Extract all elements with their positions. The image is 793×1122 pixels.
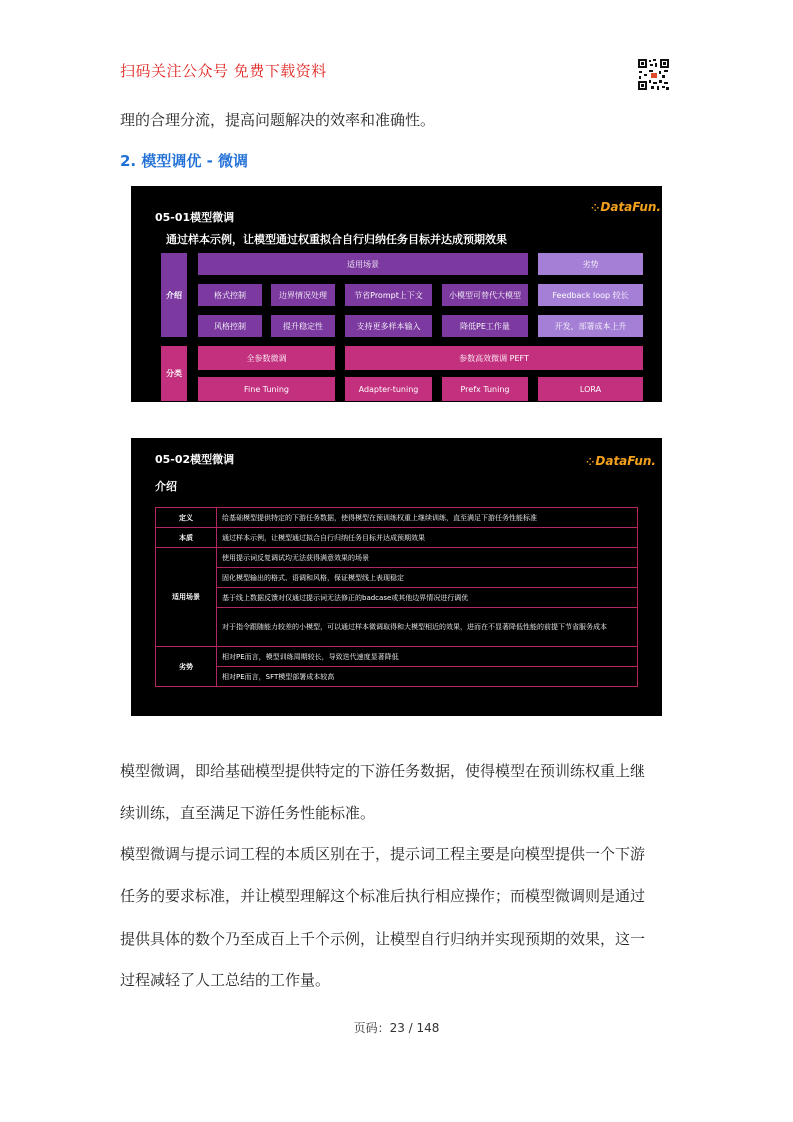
table-row bbox=[156, 667, 638, 687]
method-box: LORA bbox=[538, 377, 643, 401]
paragraph-line: 模型微调，即给基础模型提供特定的下游任务数据，使得模型在预训练权重上继 bbox=[120, 762, 646, 780]
row-label: 本质 bbox=[156, 528, 217, 548]
method-box: Prefx Tuning bbox=[442, 377, 528, 401]
slide2-title: 05-02模型微调 bbox=[155, 453, 235, 466]
paragraph-line: 模型微调与提示词工程的本质区别在于，提示词工程主要是向模型提供一个下游 bbox=[120, 845, 646, 863]
usage-item: 提升稳定性 bbox=[271, 315, 335, 337]
slide1-title: 05-01模型微调 bbox=[155, 211, 235, 224]
row-text: 基于线上数据反馈对仅通过提示词无法修正的badcase或其他边界情况进行调优 bbox=[217, 588, 638, 608]
table-row bbox=[156, 508, 638, 528]
table-row bbox=[156, 548, 638, 568]
usage-item: 格式控制 bbox=[198, 284, 262, 306]
logo-text: DataFun. bbox=[595, 454, 656, 468]
usage-item: 小模型可替代大模型 bbox=[442, 284, 528, 306]
row-label: 适用场景 bbox=[156, 548, 217, 647]
row-text: 固化模型输出的格式、语调和风格，保证模型线上表现稳定 bbox=[217, 568, 638, 588]
row-text: 相对PE而言，SFT模型部署成本较高 bbox=[217, 667, 638, 687]
method-box: Fine Tuning bbox=[198, 377, 335, 401]
datafun-logo bbox=[591, 200, 661, 214]
full-param-box: 全参数微调 bbox=[198, 346, 335, 370]
table-row bbox=[156, 608, 638, 647]
intro-line: 理的合理分流，提高问题解决的效率和准确性。 bbox=[120, 111, 436, 129]
usage-item: 风格控制 bbox=[198, 315, 262, 337]
paragraph-line: 任务的要求标准，并让模型理解这个标准后执行相应操作；而模型微调则是通过 bbox=[120, 887, 646, 905]
logo-dots-icon: ⁘ bbox=[591, 203, 600, 214]
paragraph-line: 提供具体的数个乃至成百上千个示例，让模型自行归纳并实现预期的效果，这一 bbox=[120, 930, 646, 948]
slide-fine-tuning-overview bbox=[131, 186, 662, 402]
logo-text: DataFun. bbox=[600, 200, 661, 214]
logo-dots-icon: ⁘ bbox=[586, 457, 595, 468]
method-box: Adapter-tuning bbox=[345, 377, 432, 401]
table-row bbox=[156, 528, 638, 548]
usage-item: 边界情况处理 bbox=[271, 284, 335, 306]
table-row bbox=[156, 588, 638, 608]
disadv-item: Feedback loop 较长 bbox=[538, 284, 643, 306]
row-text: 使用提示词反复调试均无法获得满意效果的场景 bbox=[217, 548, 638, 568]
paragraph-line: 续训练，直至满足下游任务性能标准。 bbox=[120, 804, 376, 822]
slide-fine-tuning-intro bbox=[131, 438, 662, 716]
disadv-item: 开发、部署成本上升 bbox=[538, 315, 643, 337]
row-text: 通过样本示例，让模型通过拟合自行归纳任务目标并达成预期效果 bbox=[217, 528, 638, 548]
usage-item: 降低PE工作量 bbox=[442, 315, 528, 337]
row-text: 相对PE而言，模型训练周期较长，导致迭代速度显著降低 bbox=[217, 647, 638, 667]
peft-box: 参数高效微调 PEFT bbox=[345, 346, 643, 370]
row-text: 给基础模型提供特定的下游任务数据，使得模型在预训练权重上继续训练，直至满足下游任务性能标准 bbox=[217, 508, 638, 528]
paragraph-line: 过程减轻了人工总结的工作量。 bbox=[120, 971, 331, 989]
disadv-header: 劣势 bbox=[538, 253, 643, 275]
datafun-logo bbox=[586, 454, 656, 468]
row-label: 劣势 bbox=[156, 647, 217, 687]
section-title: 2. 模型调优 - 微调 bbox=[120, 152, 249, 170]
side-label-class: 分类 bbox=[161, 346, 187, 401]
usage-item: 节省Prompt上下文 bbox=[345, 284, 432, 306]
intro-table bbox=[155, 507, 638, 687]
row-text: 对于指令跟随能力较差的小模型，可以通过样本微调取得和大模型相近的效果，进而在不显著降低性能的前提下节省服务成本 bbox=[217, 608, 638, 647]
side-label-intro: 介绍 bbox=[161, 253, 187, 337]
header-promo: 扫码关注公众号 免费下载资料 bbox=[120, 62, 327, 80]
qr-code-icon bbox=[637, 58, 670, 91]
slide1-subtitle: 通过样本示例，让模型通过权重拟合自行归纳任务目标并达成预期效果 bbox=[166, 233, 507, 246]
usage-header: 适用场景 bbox=[198, 253, 528, 275]
row-label: 定义 bbox=[156, 508, 217, 528]
table-row bbox=[156, 647, 638, 667]
page-number: 页码：23 / 148 bbox=[353, 1021, 440, 1035]
slide2-subtitle: 介绍 bbox=[155, 480, 177, 493]
table-row bbox=[156, 568, 638, 588]
usage-item: 支持更多样本输入 bbox=[345, 315, 432, 337]
